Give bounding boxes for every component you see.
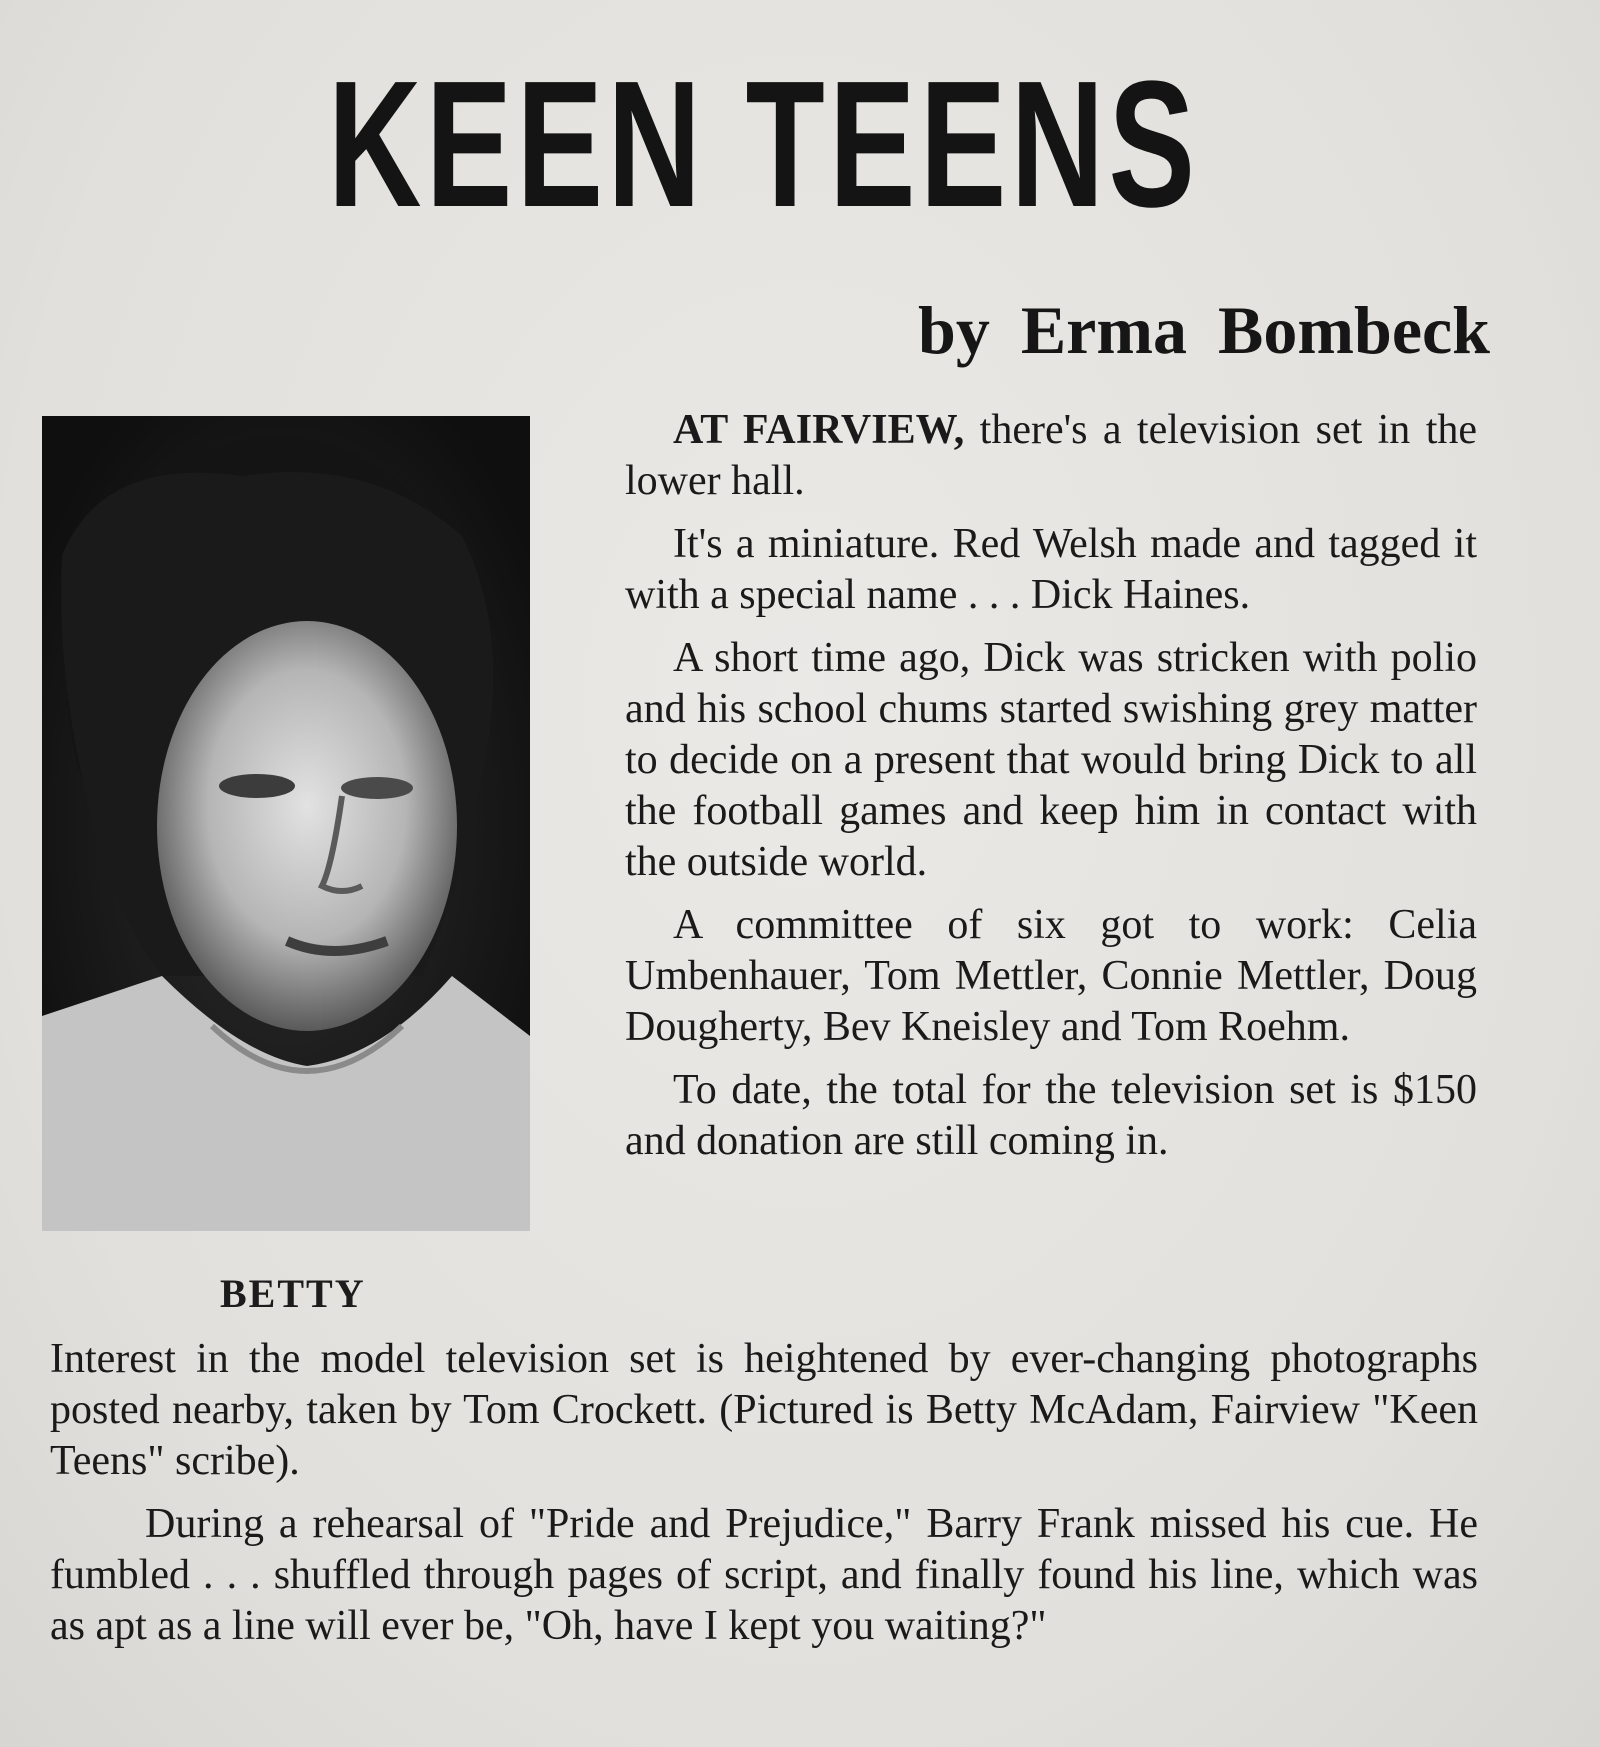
article-column bbox=[625, 405, 1477, 1179]
article-full-width bbox=[50, 1334, 1478, 1664]
portrait-image bbox=[42, 416, 530, 1231]
photo-caption: BETTY bbox=[220, 1271, 366, 1316]
portrait-photo bbox=[42, 416, 530, 1231]
article-paragraph bbox=[625, 633, 1477, 888]
article-paragraph bbox=[625, 405, 1477, 507]
paragraph-text: there's a television set in the lower hall. bbox=[625, 407, 1477, 504]
paragraph-lead: AT FAIRVIEW, bbox=[673, 407, 965, 453]
article-paragraph: During a rehearsal of "Pride and Prejudice," Barry Frank missed his cue. He fumbled . . . shuffled through pages of script, and finally found his line, which was as apt as a line will ever be, "Oh, have I kept you waiting?" bbox=[50, 1501, 1478, 1649]
article-paragraph: Interest in the model television set is heightened by ever-changing photographs posted nearby, taken by Tom Crockett. (Pictured is Betty McAdam, Fairview "Keen Teens" scribe). bbox=[50, 1336, 1478, 1484]
paragraph-text: It's a miniature. Red Welsh made and tagged it with a special name . . . Dick Haines. bbox=[625, 521, 1477, 618]
paragraph-text: To date, the total for the television set is $150 and donation are still coming in. bbox=[625, 1067, 1477, 1164]
byline: by Erma Bombeck bbox=[918, 292, 1490, 368]
paragraph-text: A committee of six got to work: Celia Umbenhauer, Tom Mettler, Connie Mettler, Doug Dougherty, Bev Kneisley and Tom Roehm. bbox=[625, 902, 1477, 1050]
headline: KEEN TEENS bbox=[327, 44, 1200, 245]
paragraph-text: A short time ago, Dick was stricken with polio and his school chums started swishing grey matter to decide on a present that would bring Dick to all the football games and keep him in contact with the outside world. bbox=[625, 635, 1477, 885]
article-paragraph bbox=[625, 900, 1477, 1053]
article-paragraph bbox=[625, 519, 1477, 621]
article-paragraph bbox=[625, 1065, 1477, 1167]
